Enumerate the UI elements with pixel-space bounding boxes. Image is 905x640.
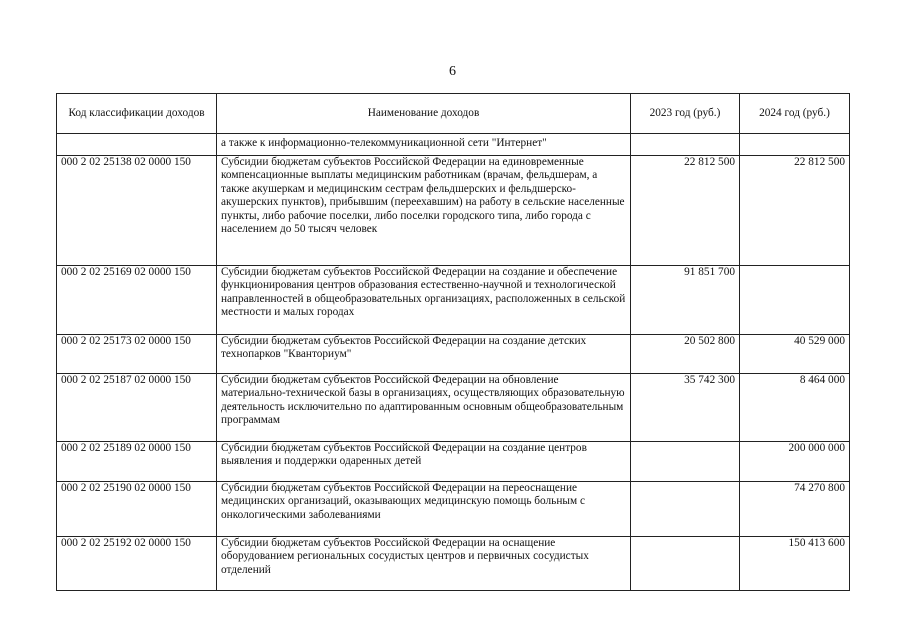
row-name: Субсидии бюджетам субъектов Российской Федерации на создание и обеспечение функционирования центров образования естественно-научной и технологической направленностей в общеобразовательных организациях, расположенных в сельской местности и малых городах	[217, 266, 631, 335]
header-code: Код классификации доходов	[57, 94, 217, 134]
header-name: Наименование доходов	[217, 94, 631, 134]
row-code	[57, 134, 217, 156]
row-amount-2024: 8 464 000	[740, 374, 850, 442]
row-code: 000 2 02 25138 02 0000 150	[57, 156, 217, 266]
row-name: Субсидии бюджетам субъектов Российской Федерации на оснащение оборудованием региональных сосудистых центров и первичных сосудистых отделений	[217, 537, 631, 591]
table-row	[57, 335, 850, 374]
table-row	[57, 537, 850, 591]
row-code: 000 2 02 25187 02 0000 150	[57, 374, 217, 442]
row-code: 000 2 02 25169 02 0000 150	[57, 266, 217, 335]
row-amount-2024: 40 529 000	[740, 335, 850, 374]
row-amount-2023: 35 742 300	[631, 374, 740, 442]
row-amount-2024: 74 270 800	[740, 482, 850, 537]
row-code: 000 2 02 25190 02 0000 150	[57, 482, 217, 537]
row-name: Субсидии бюджетам субъектов Российской Федерации на создание центров выявления и поддержки одаренных детей	[217, 442, 631, 482]
header-2024: 2024 год (руб.)	[740, 94, 850, 134]
table-row	[57, 442, 850, 482]
header-2023: 2023 год (руб.)	[631, 94, 740, 134]
row-amount-2024: 22 812 500	[740, 156, 850, 266]
row-amount-2023	[631, 482, 740, 537]
row-name: Субсидии бюджетам субъектов Российской Федерации на переоснащение медицинских организаций, оказывающих медицинскую помощь больным с онкологическими заболеваниями	[217, 482, 631, 537]
row-code: 000 2 02 25192 02 0000 150	[57, 537, 217, 591]
revenue-table	[56, 93, 850, 591]
row-amount-2024	[740, 266, 850, 335]
row-name: Субсидии бюджетам субъектов Российской Федерации на обновление материально-технической базы в организациях, осуществляющих образовательную деятельность исключительно по адаптированным основным общеобразовательным программам	[217, 374, 631, 442]
table-row	[57, 374, 850, 442]
row-amount-2023	[631, 537, 740, 591]
row-amount-2024	[740, 134, 850, 156]
row-name: а также к информационно-телекоммуникационной сети "Интернет"	[217, 134, 631, 156]
table-row	[57, 156, 850, 266]
row-code: 000 2 02 25173 02 0000 150	[57, 335, 217, 374]
table-row	[57, 266, 850, 335]
table-row	[57, 482, 850, 537]
table-row	[57, 134, 850, 156]
row-amount-2023	[631, 442, 740, 482]
row-name: Субсидии бюджетам субъектов Российской Федерации на единовременные компенсационные выплаты медицинским работникам (врачам, фельдшерам, а также акушеркам и медицинским сестрам фельдшерских и фельдшерско-акушерских пунктов), прибывшим (переехавшим) на работу в сельские населенные пункты, либо рабочие поселки, либо поселки городского типа, либо города с населением до 50 тысяч человек	[217, 156, 631, 266]
page-number: 6	[449, 64, 456, 79]
row-amount-2023: 22 812 500	[631, 156, 740, 266]
row-amount-2023	[631, 134, 740, 156]
row-amount-2023: 20 502 800	[631, 335, 740, 374]
row-amount-2024: 200 000 000	[740, 442, 850, 482]
row-name: Субсидии бюджетам субъектов Российской Федерации на создание детских технопарков "Кванториум"	[217, 335, 631, 374]
row-code: 000 2 02 25189 02 0000 150	[57, 442, 217, 482]
row-amount-2023: 91 851 700	[631, 266, 740, 335]
table-header-row	[57, 94, 850, 134]
row-amount-2024: 150 413 600	[740, 537, 850, 591]
